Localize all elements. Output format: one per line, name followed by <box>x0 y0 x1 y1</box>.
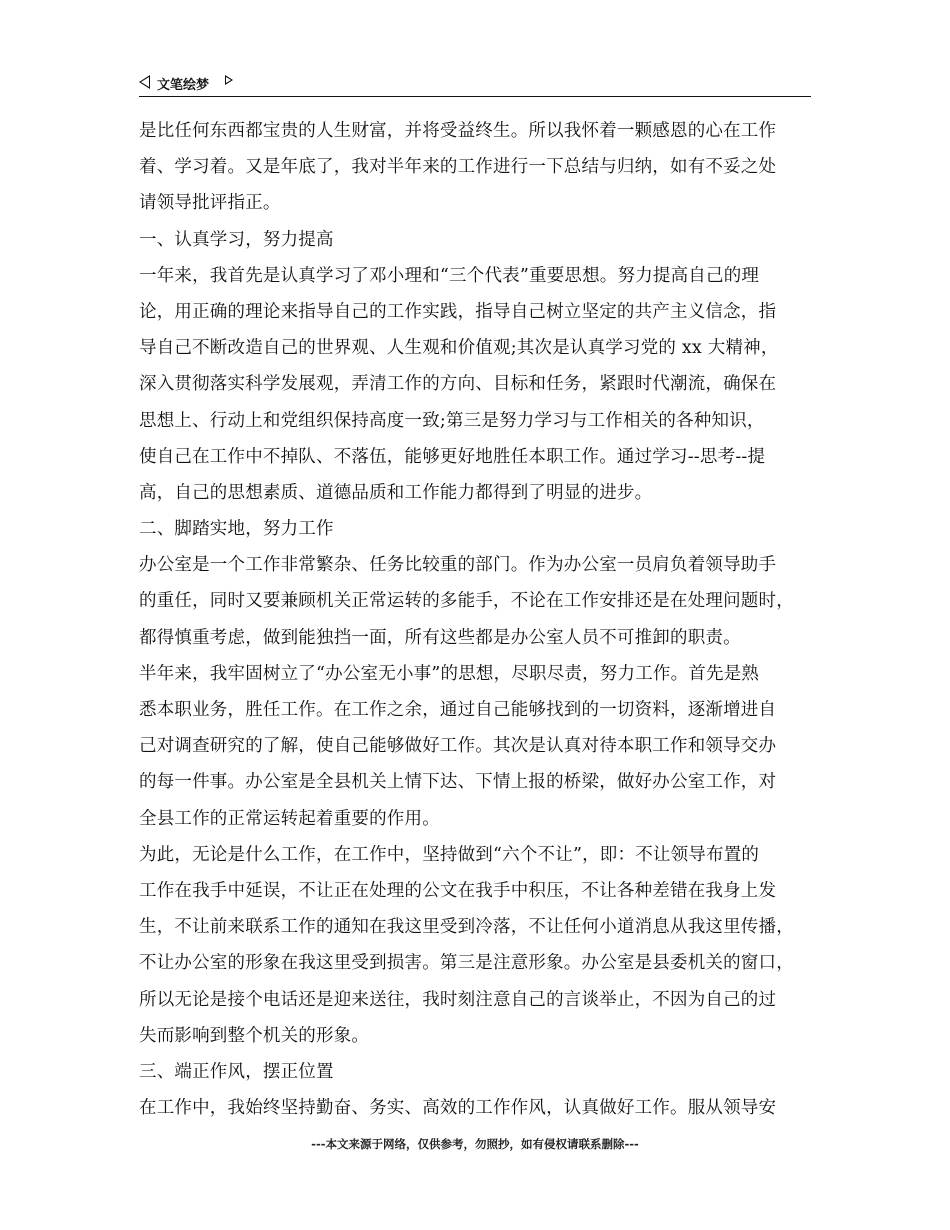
document-header <box>139 72 811 96</box>
text-line: 在工作中，我始终坚持勤奋、务实、高效的工作作风，认真做好工作。服从领导安 <box>139 1098 777 1119</box>
text-line: 半年来，我牢固树立了“办公室无小事”的思想，尽职尽责，努力工作。首先是熟 <box>139 663 760 684</box>
triangle-right-icon <box>225 75 233 85</box>
text-line: 悉本职业务，胜任工作。在工作之余，通过自己能够找到的一切资料，逐渐增进自 <box>139 700 777 720</box>
text-line: 为此，无论是什么工作，在工作中，坚持做到“六个不让”，即：不让领导布置的 <box>139 844 760 865</box>
section-heading-2: 二、脚踏实地，努力工作 <box>139 519 334 540</box>
text-line: 不让办公室的形象在我这里受到损害。第三是注意形象。办公室是县委机关的窗口， <box>139 953 794 974</box>
section-heading-1: 一、认真学习，努力提高 <box>139 229 334 250</box>
text-line: 失而影响到整个机关的形象。 <box>139 1025 370 1046</box>
brand-label: 文笔绘梦 <box>157 78 210 93</box>
document-body <box>139 113 819 1126</box>
text-line: 论，用正确的理论来指导自己的工作实践，指导自己树立坚定的共产主义信念，指 <box>139 301 777 322</box>
text-line: 导自己不断改造自己的世界观、人生观和价值观;其次是认真学习党的 xx 大精神， <box>139 338 779 359</box>
header-rule <box>139 96 811 97</box>
footer-disclaimer: ---本文来源于网络，仅供参考，勿照抄，如有侵权请联系删除--- <box>311 1137 639 1151</box>
triangle-left-icon <box>139 75 150 89</box>
text-line: 全县工作的正常运转起着重要的作用。 <box>139 808 440 829</box>
text-line: 都得慎重考虑，做到能独挡一面，所有这些都是办公室人员不可推卸的职责。 <box>139 627 741 648</box>
text-line: 己对调查研究的了解，使自己能够做好工作。其次是认真对待本职工作和领导交办 <box>139 736 777 757</box>
text-line: 使自己在工作中不掉队、不落伍，能够更好地胜任本职工作。通过学习--思考--提 <box>139 446 766 467</box>
text-line: 思想上、行动上和党组织保持高度一致;第三是努力学习与工作相关的各种知识， <box>139 410 765 431</box>
text-line: 是比任何东西都宝贵的人生财富，并将受益终生。所以我怀着一颗感恩的心在工作 <box>139 121 777 141</box>
text-line: 所以无论是接个电话还是迎来送往，我时刻注意自己的言谈举止，不因为自己的过 <box>139 989 777 1010</box>
section-heading-3: 三、端正作风，摆正位置 <box>139 1061 334 1082</box>
text-line: 一年来，我首先是认真学习了邓小理和“三个代表”重要思想。努力提高自己的理 <box>139 265 760 286</box>
text-line: 办公室是一个工作非常繁杂、任务比较重的部门。作为办公室一员肩负着领导助手 <box>139 555 777 576</box>
text-line: 深入贯彻落实科学发展观，弄清工作的方向、目标和任务，紧跟时代潮流，确保在 <box>139 374 777 395</box>
text-line: 的每一件事。办公室是全县机关上情下达、下情上报的桥梁，做好办公室工作，对 <box>139 772 777 793</box>
text-line: 着、学习着。又是年底了，我对半年来的工作进行一下总结与归纳，如有不妥之处 <box>139 157 777 178</box>
text-line: 工作在我手中延误，不让正在处理的公文在我手中积压，不让各种差错在我身上发 <box>139 880 777 901</box>
text-line: 生，不让前来联系工作的通知在我这里受到冷落，不让任何小道消息从我这里传播， <box>139 917 794 938</box>
text-line: 请领导批评指正。 <box>139 193 281 214</box>
text-line: 高，自己的思想素质、道德品质和工作能力都得到了明显的进步。 <box>139 482 653 503</box>
text-line: 的重任，同时又要兼顾机关正常运转的多能手，不论在工作安排还是在处理问题时， <box>139 591 794 612</box>
